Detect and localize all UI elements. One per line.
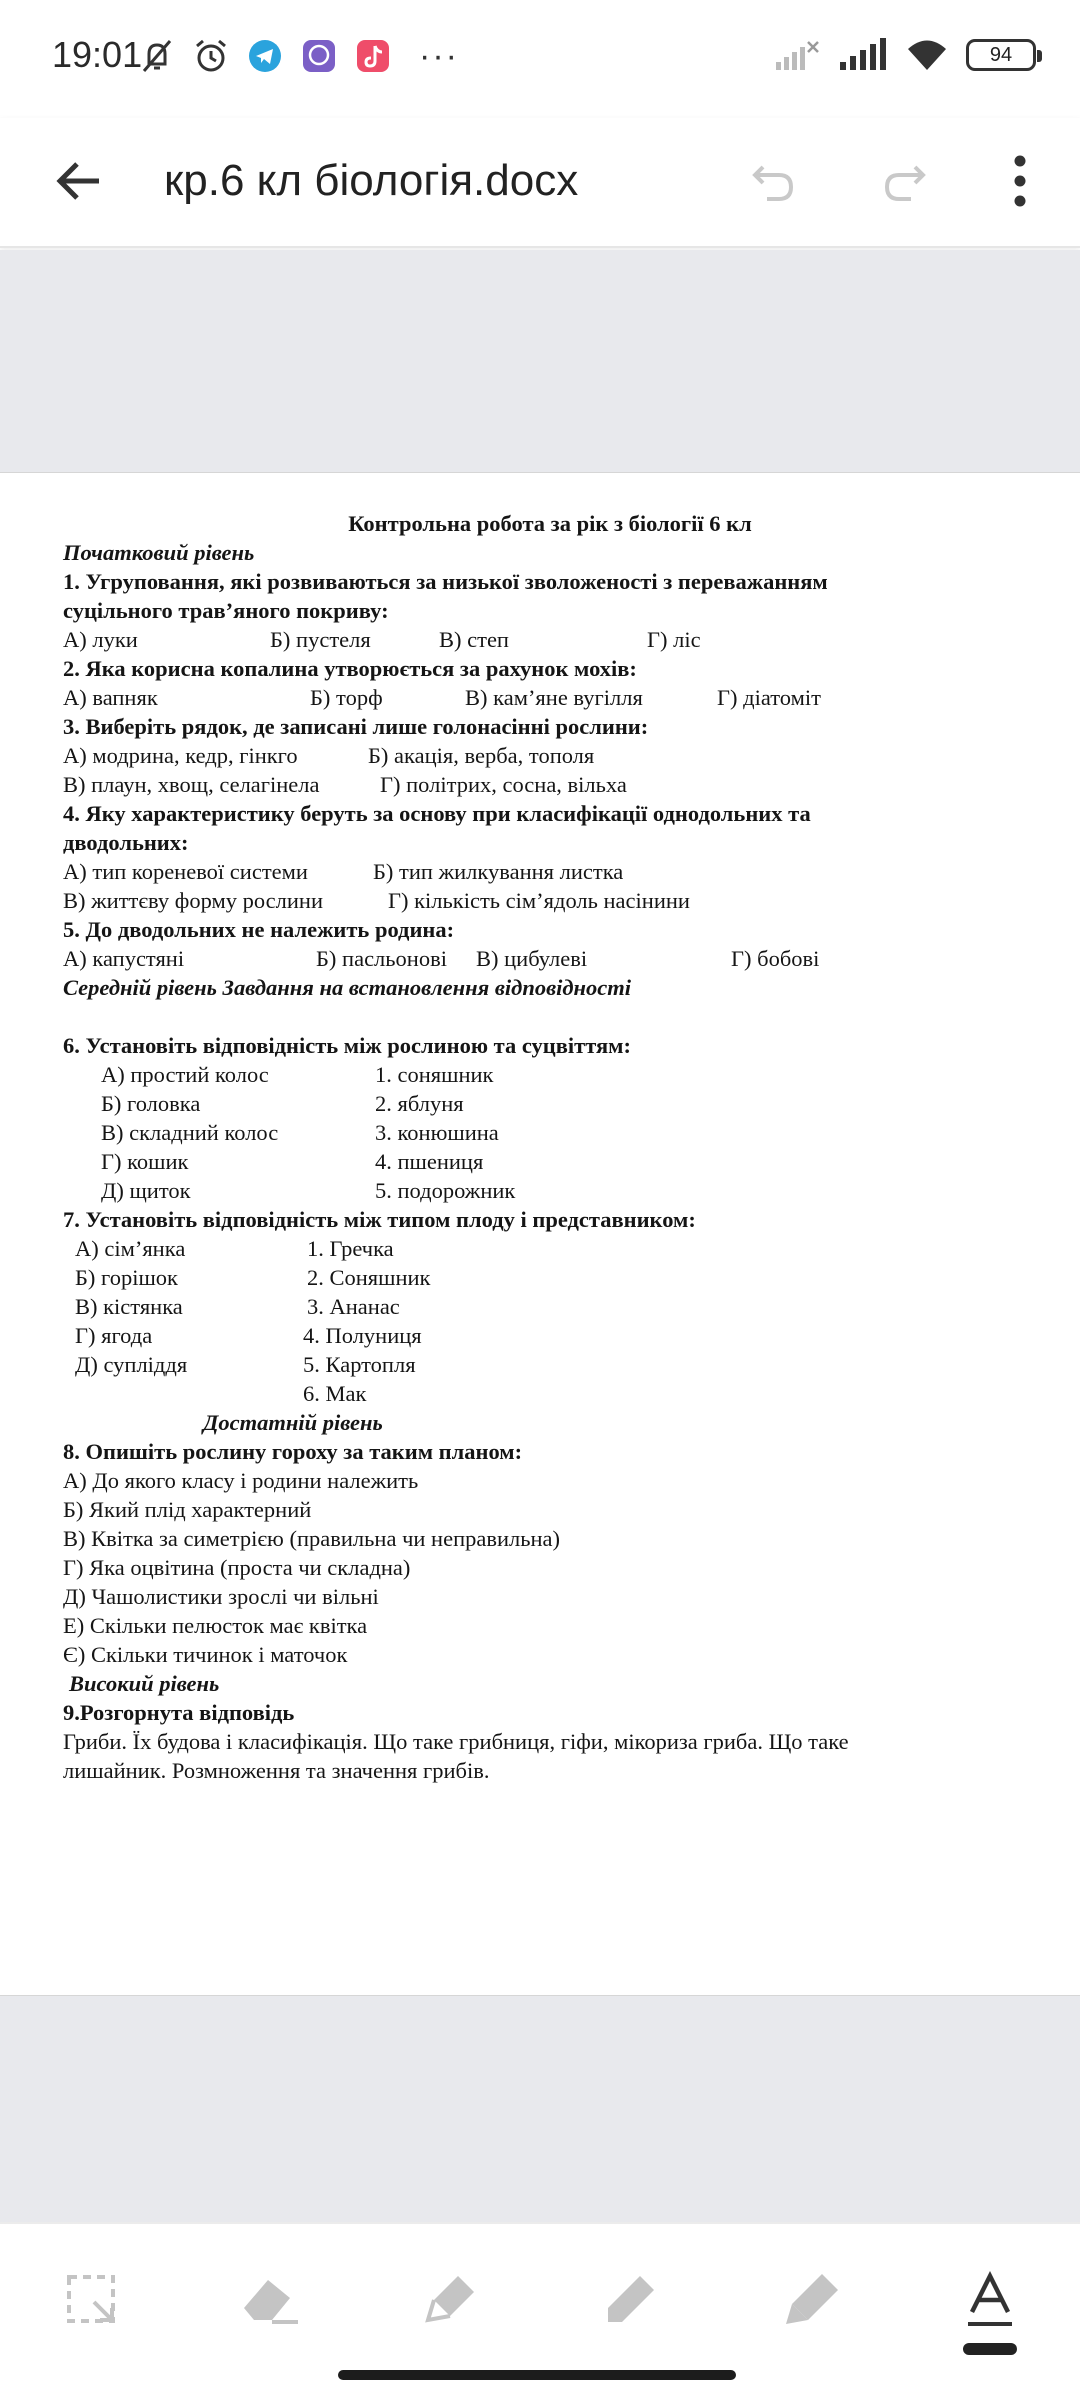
match-right: 5. Картопля — [303, 1352, 416, 1377]
option: А) тип кореневої системи — [63, 859, 308, 884]
option: В) цибулеві — [476, 946, 588, 971]
match-right: 4. Полуниця — [303, 1323, 422, 1348]
highlighter-icon — [420, 2270, 480, 2330]
question-2-options — [63, 683, 1023, 712]
more-notifications-indicator: ··· — [419, 37, 459, 75]
question-4-cont: дводольних: — [63, 830, 189, 855]
text-format-icon — [964, 2270, 1016, 2330]
match-right: 5. подорожник — [375, 1178, 516, 1203]
signal-icon — [838, 38, 888, 72]
match-left: Г) ягода — [75, 1323, 153, 1348]
question-7-matching — [63, 1234, 1023, 1408]
question-8: 8. Опишіть рослину гороху за таким планом: — [63, 1439, 523, 1464]
viber-icon — [299, 36, 339, 76]
question-9-text-cont: лишайник. Розмноження та значення грибів. — [63, 1758, 490, 1783]
pen-icon — [600, 2270, 660, 2330]
more-vert-icon — [1012, 153, 1028, 209]
match-right: 4. пшениця — [375, 1149, 484, 1174]
plan-item: В) Квітка за симетрією (правильна чи неправильна) — [63, 1526, 561, 1551]
undo-button[interactable] — [740, 148, 806, 214]
app-bar — [0, 118, 1080, 248]
option: Б) пасльонові — [316, 946, 447, 971]
question-6: 6. Установіть відповідність між рослиною та суцвіттям: — [63, 1033, 631, 1058]
option: В) життєву форму рослини — [63, 888, 324, 913]
question-4-options-b — [63, 886, 1023, 915]
match-right: 1. Гречка — [307, 1236, 394, 1261]
wifi-icon — [906, 38, 948, 72]
question-3: 3. Виберіть рядок, де записані лише голонасінні рослини: — [63, 714, 649, 739]
match-right: 3. Ананас — [307, 1294, 400, 1319]
more-options-button[interactable] — [990, 144, 1050, 218]
match-left: В) складний колос — [101, 1120, 279, 1145]
option: Б) акація, верба, тополя — [368, 743, 595, 768]
question-6-matching — [63, 1060, 1023, 1205]
eraser-button[interactable] — [234, 2264, 306, 2336]
question-1: 1. Угруповання, які розвиваються за низької зволоженості з переважанням — [63, 569, 828, 594]
alarm-icon — [191, 36, 231, 76]
question-3-options-b — [63, 770, 1023, 799]
document-content — [63, 509, 1023, 1785]
active-tool-indicator — [963, 2343, 1017, 2355]
option: А) вапняк — [63, 685, 158, 710]
match-left: А) простий колос — [101, 1062, 269, 1087]
option: Б) торф — [310, 685, 383, 710]
plan-item: Д) Чашолистики зрослі чи вільні — [63, 1584, 379, 1609]
doc-heading: Контрольна робота за рік з біології 6 кл — [348, 511, 752, 536]
question-1-cont: суцільного трав’яного покриву: — [63, 598, 389, 623]
question-9-text: Гриби. Їх будова і класифікація. Що таке грибниця, гіфи, мікориза гриба. Що таке — [63, 1729, 849, 1754]
select-area-button[interactable] — [56, 2264, 128, 2336]
match-right: 3. конюшина — [375, 1120, 499, 1145]
battery-icon: 94 — [966, 39, 1036, 71]
option: Г) діатоміт — [717, 685, 821, 710]
option: Г) кількість сім’ядоль насінини — [388, 888, 690, 913]
back-arrow-icon — [53, 155, 105, 207]
marker-icon — [782, 2270, 842, 2330]
notification-icons — [137, 36, 459, 76]
match-right: 2. яблуня — [375, 1091, 464, 1116]
level-heading-high: Високий рівень — [69, 1671, 220, 1696]
select-area-icon — [64, 2272, 120, 2328]
match-left: А) сім’янка — [75, 1236, 186, 1261]
spacer — [63, 1002, 1023, 1031]
option: В) плаун, хвощ, селагінела — [63, 772, 320, 797]
back-button[interactable] — [44, 146, 114, 216]
telegram-icon — [245, 36, 285, 76]
match-left: Б) горішок — [75, 1265, 178, 1290]
match-left: Д) супліддя — [75, 1352, 188, 1377]
question-1-options — [63, 625, 1023, 654]
question-4-options-a — [63, 857, 1023, 886]
match-right: 1. соняшник — [375, 1062, 494, 1087]
document-viewport[interactable] — [0, 250, 1080, 2222]
tiktok-icon — [353, 36, 393, 76]
question-5-options — [63, 944, 1023, 973]
match-left: В) кістянка — [75, 1294, 183, 1319]
question-7: 7. Установіть відповідність між типом плоду і представником: — [63, 1207, 696, 1232]
option: Г) бобові — [731, 946, 820, 971]
option: А) капустяні — [63, 946, 185, 971]
question-3-options-a — [63, 741, 1023, 770]
system-indicators — [774, 38, 1036, 72]
clock: 19:01 — [52, 34, 143, 75]
match-left: Д) щиток — [101, 1178, 191, 1203]
question-9: 9.Розгорнута відповідь — [63, 1700, 295, 1725]
highlighter-button[interactable] — [414, 2264, 486, 2336]
plan-item: Е) Скільки пелюсток має квітка — [63, 1613, 368, 1638]
marker-button[interactable] — [776, 2264, 848, 2336]
question-5: 5. До дводольних не належить родина: — [63, 917, 455, 942]
option: Г) ліс — [647, 627, 701, 652]
home-indicator[interactable] — [338, 2370, 736, 2380]
level-heading-initial: Початковий рівень — [63, 540, 255, 565]
mute-bell-icon — [137, 36, 177, 76]
level-heading-sufficient: Достатній рівень — [203, 1410, 383, 1435]
plan-item: Г) Яка оцвітина (проста чи складна) — [63, 1555, 411, 1580]
option: Б) пустеля — [270, 627, 371, 652]
match-left: Б) головка — [101, 1091, 201, 1116]
option: В) кам’яне вугілля — [465, 685, 643, 710]
option: А) луки — [63, 627, 138, 652]
option: Г) політрих, сосна, вільха — [380, 772, 627, 797]
match-left: Г) кошик — [101, 1149, 189, 1174]
text-format-button[interactable] — [954, 2264, 1026, 2336]
plan-item: А) До якого класу і родини належить — [63, 1468, 419, 1493]
question-2: 2. Яка корисна копалина утворюється за рахунок мохів: — [63, 656, 637, 681]
option: В) степ — [439, 627, 509, 652]
eraser-icon — [238, 2272, 302, 2328]
question-4: 4. Яку характеристику беруть за основу при класифікації однодольних та — [63, 801, 811, 826]
pen-button[interactable] — [594, 2264, 666, 2336]
option: Б) тип жилкування листка — [373, 859, 624, 884]
plan-item: Є) Скільки тичинок і маточок — [63, 1642, 348, 1667]
option: А) модрина, кедр, гінкго — [63, 743, 298, 768]
level-heading-middle: Середній рівень Завдання на встановлення відповідності — [63, 975, 632, 1000]
match-right: 6. Мак — [303, 1381, 367, 1406]
document-page[interactable] — [0, 472, 1080, 1996]
undo-icon — [749, 157, 797, 205]
match-right: 2. Соняшник — [307, 1265, 431, 1290]
redo-button[interactable] — [872, 148, 938, 214]
no-signal-icon — [774, 38, 820, 72]
redo-icon — [881, 157, 929, 205]
document-title: кр.6 кл біологія.docx — [164, 156, 579, 205]
status-bar — [0, 0, 1080, 118]
plan-item: Б) Який плід характерний — [63, 1497, 312, 1522]
